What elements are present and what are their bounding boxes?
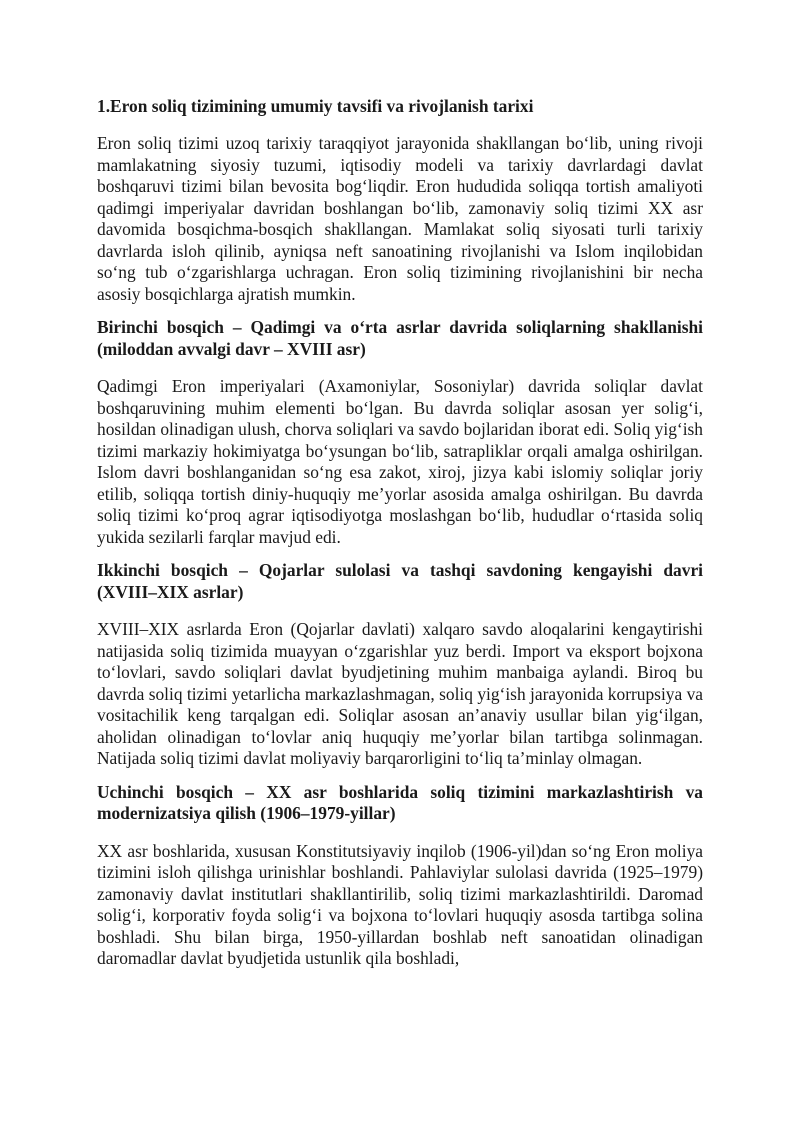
- section-heading-2: Ikkinchi bosqich – Qojarlar sulolasi va tashqi savdoning kengayishi davri (XVIII–XIX asrlar): [97, 560, 703, 602]
- section-heading-1: Birinchi bosqich – Qadimgi va o‘rta asrlar davrida soliqlarning shakllanishi (miloddan avvalgi davr – XVIII asr): [97, 317, 703, 359]
- section-paragraph-2: XVIII–XIX asrlarda Eron (Qojarlar davlati) xalqaro savdo aloqalarini kengaytirishi natijasida soliq tizimida muayyan o‘zgarishlar yuz berdi. Import va eksport bojxona to‘lovlari, savdo soliqlari davlat byudjetining muhim manbaiga aylandi. Biroq bu davrda soliq tizimi yetarlicha markazlashmagan, soliq yig‘ish jarayonida korrupsiya va vositachilik keng tarqalgan edi. Soliqlar asosan an’anaviy usullar bilan yig‘ilgan, aholidan olinadigan to‘lovlar aniq huquqiy me’yorlar bilan tartibga solinmagan. Natijada soliq tizimi davlat moliyaviy barqarorligini to‘liq ta’minlay olmagan.: [97, 619, 703, 768]
- document-title: 1.Eron soliq tizimining umumiy tavsifi va rivojlanish tarixi: [97, 96, 534, 116]
- section-heading-3: Uchinchi bosqich – XX asr boshlarida soliq tizimini markazlashtirish va modernizatsiya qilish (1906–1979-yillar): [97, 781, 703, 823]
- section-paragraph-1: Qadimgi Eron imperiyalari (Axamoniylar, Sosoniylar) davrida soliqlar davlat boshqaruvining muhim elementi bo‘lgan. Bu davrda soliqlar asosan yer solig‘i, hosildan olinadigan ulush, chorva soliqlari va savdo bojlaridan iborat edi. Soliq yig‘ish tizimi markaziy hokimiyatga bo‘ysungan bo‘lib, satrapliklar orqali amalga oshirilgan. Islom davri boshlanganidan so‘ng esa zakot, xiroj, jizya kabi islomiy soliqlar joriy etilib, soliqqa tortish diniy-huquqiy me’yorlar asosida amalga oshirilgan. Bu davrda soliq tizimi ko‘proq agrar iqtisodiyotga moslashgan bo‘lib, hududlar o‘rtasida soliq yukida sezilarli farqlar mavjud edi.: [97, 376, 703, 547]
- intro-paragraph: Eron soliq tizimi uzoq tarixiy taraqqiyot jarayonida shakllangan bo‘lib, uning rivoji mamlakatning siyosiy tuzumi, iqtisodiy modeli va tarixiy davrlardagi davlat boshqaruvi tizimi bilan bevosita bog‘liqdir. Eron hududida soliqqa tortish amaliyoti qadimgi imperiyalar davridan boshlangan bo‘lib, zamonaviy soliq tizimi XX asr davomida bosqichma-bosqich shakllangan. Mamlakat soliq siyosati turli tarixiy davrlarda isloh qilinib, ayniqsa neft sanoatining rivojlanishi va Islom inqilobidan so‘ng tub o‘zgarishlarga uchragan. Eron soliq tizimining rivojlanishini bir necha asosiy bosqichlarga ajratish mumkin.: [97, 133, 703, 304]
- section-paragraph-3: XX asr boshlarida, xususan Konstitutsiyaviy inqilob (1906-yil)dan so‘ng Eron moliya tizimini isloh qilishga urinishlar boshlandi. Pahlaviylar sulolasi davrida (1925–1979) zamonaviy davlat institutlari shakllantirilib, soliq tizimi markazlashtirildi. Daromad solig‘i, korporativ foyda solig‘i va bojxona to‘lovlari huquqiy asosda tartibga solina boshladi. Shu bilan birga, 1950-yillardan boshlab neft sanoatidan olinadigan daromadlar davlat byudjetida ustunlik qila boshladi,: [97, 840, 703, 968]
